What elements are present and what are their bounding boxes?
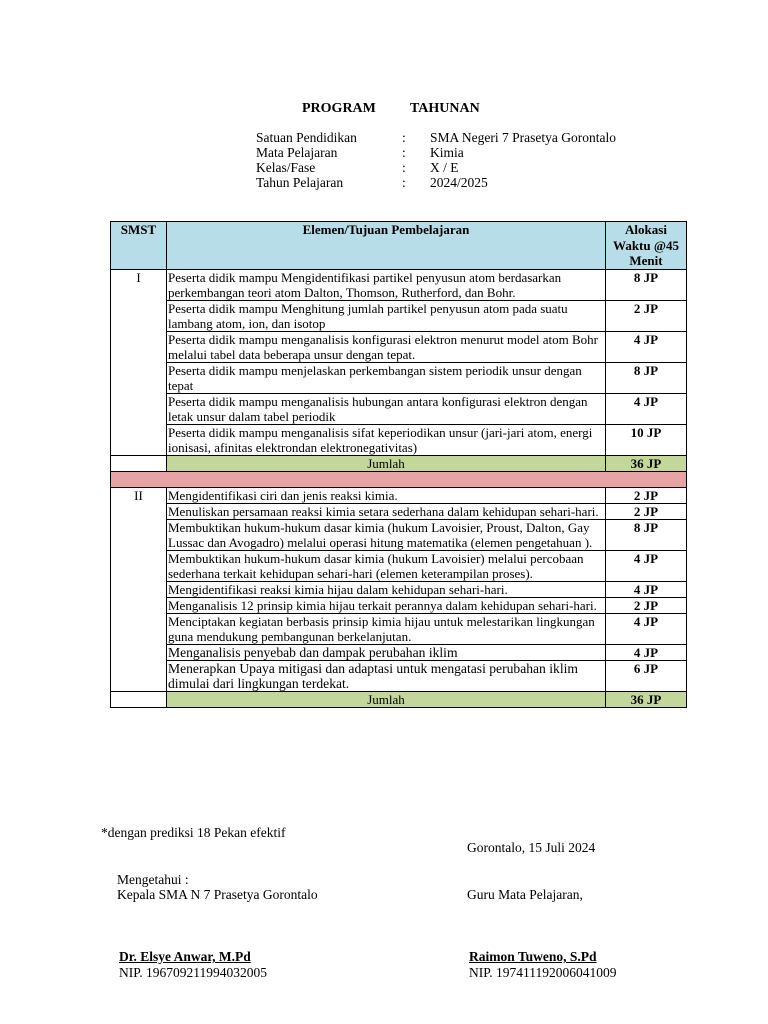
objective-text: Peserta didik mampu Mengidentifikasi partikel penyusun atom berdasarkan perkembangan teori atom Dalton, Thomson, Rutherford, dan Bohr.	[167, 269, 606, 300]
jp-value: 2 JP	[606, 487, 687, 503]
footnote: *dengan prediksi 18 Pekan efektif	[101, 825, 286, 840]
jp-value: 2 JP	[606, 597, 687, 613]
objective-text: Peserta didik mampu menganalisis sifat keperiodikan unsur (jari-jari atom, energi ionisasi, afinitas elektrondan elektronegativitas)	[167, 424, 606, 455]
info-label: Mata Pelajaran	[256, 145, 338, 160]
info-colon: :	[402, 145, 406, 160]
table-row	[111, 362, 687, 393]
principal-nip: NIP. 196709211994032005	[119, 965, 268, 980]
table-row	[111, 300, 687, 331]
table-header-row	[111, 222, 687, 270]
title-word-tahunan: TAHUNAN	[410, 101, 480, 116]
info-row	[256, 145, 676, 160]
jp-value: 8 JP	[606, 362, 687, 393]
acknowledged-label: Mengetahui :	[117, 872, 189, 887]
objective-text: Mengidentifikasi reaksi kimia hijau dalam kehidupan sehari-hari.	[167, 581, 606, 597]
title-word-program: PROGRAM	[302, 101, 376, 116]
objective-text: Menciptakan kegiatan berbasis prinsip kimia hijau untuk melestarikan lingkungan guna mendukung pembangunan berkelanjutan.	[167, 613, 606, 644]
header-smst: SMST	[111, 222, 167, 270]
empty-cell	[111, 691, 167, 707]
table-row	[111, 269, 687, 300]
table-row	[111, 393, 687, 424]
objective-text: Menganalisis 12 prinsip kimia hijau terkait perannya dalam kehidupan sehari-hari.	[167, 597, 606, 613]
info-row	[256, 160, 676, 175]
objective-text: Menganalisis penyebab dan dampak perubahan iklim	[167, 644, 606, 660]
info-label: Satuan Pendidikan	[256, 130, 357, 145]
objective-text: Membuktikan hukum-hukum dasar kimia (hukum Lavoisier, Proust, Dalton, Gay Lussac dan Avogadro) melalui operasi hitung matematika (elemen pengetahuan ).	[167, 519, 606, 550]
table-row	[111, 597, 687, 613]
header-elemen: Elemen/Tujuan Pembelajaran	[167, 222, 606, 270]
jp-value: 4 JP	[606, 393, 687, 424]
info-row	[256, 130, 676, 145]
jp-value: 6 JP	[606, 660, 687, 691]
table-row	[111, 550, 687, 581]
info-colon: :	[402, 130, 406, 145]
jp-value: 2 JP	[606, 300, 687, 331]
jp-value: 4 JP	[606, 644, 687, 660]
table-row	[111, 660, 687, 691]
total-row	[111, 455, 687, 471]
separator-cell	[111, 471, 687, 487]
objective-text: Peserta didik mampu Menghitung jumlah partikel penyusun atom pada suatu lambang atom, ion, dan isotop	[167, 300, 606, 331]
table-row	[111, 424, 687, 455]
info-colon: :	[402, 175, 406, 190]
teacher-nip: NIP. 197411192006041009	[469, 965, 617, 980]
objective-text: Peserta didik mampu menganalisis hubungan antara konfigurasi elektron dengan letak unsur dalam tabel periodik	[167, 393, 606, 424]
teacher-title: Guru Mata Pelajaran,	[467, 887, 583, 902]
jp-value: 8 JP	[606, 269, 687, 300]
objective-text: Peserta didik mampu menjelaskan perkembangan sistem periodik unsur dengan tepat	[167, 362, 606, 393]
total-label: Jumlah	[167, 455, 606, 471]
jp-value: 8 JP	[606, 519, 687, 550]
info-colon: :	[402, 160, 406, 175]
semester-separator	[111, 471, 687, 487]
objective-text: Membuktikan hukum-hukum dasar kimia (hukum Lavoisier) melalui percobaan sederhana terkait kehidupan sehari-hari (elemen keterampilan proses).	[167, 550, 606, 581]
objective-text: Menerapkan Upaya mitigasi dan adaptasi untuk mengatasi perubahan iklim dimulai dari lingkungan terdekat.	[167, 660, 606, 691]
info-row	[256, 175, 676, 190]
identity-info	[256, 130, 676, 190]
program-table	[110, 221, 687, 708]
objective-text: Menuliskan persamaan reaksi kimia setara sederhana dalam kehidupan sehari-hari.	[167, 503, 606, 519]
principal-name: Dr. Elsye Anwar, M.Pd	[119, 949, 251, 964]
table-row	[111, 581, 687, 597]
table-row	[111, 503, 687, 519]
principal-title: Kepala SMA N 7 Prasetya Gorontalo	[117, 887, 318, 902]
jp-value: 4 JP	[606, 331, 687, 362]
total-value: 36 JP	[606, 691, 687, 707]
info-value: SMA Negeri 7 Prasetya Gorontalo	[430, 130, 616, 145]
teacher-name: Raimon Tuweno, S.Pd	[469, 949, 597, 964]
info-value: Kimia	[430, 145, 464, 160]
table-row	[111, 613, 687, 644]
total-row	[111, 691, 687, 707]
jp-value: 2 JP	[606, 503, 687, 519]
objective-text: Peserta didik mampu menganalisis konfigurasi elektron menurut model atom Bohr melalui tabel data beberapa unsur dengan tepat.	[167, 331, 606, 362]
table-row	[111, 487, 687, 503]
objective-text: Mengidentifikasi ciri dan jenis reaksi kimia.	[167, 487, 606, 503]
semester-label: I	[111, 269, 167, 455]
table-row	[111, 331, 687, 362]
total-value: 36 JP	[606, 455, 687, 471]
empty-cell	[111, 455, 167, 471]
table-row	[111, 519, 687, 550]
jp-value: 4 JP	[606, 613, 687, 644]
total-label: Jumlah	[167, 691, 606, 707]
info-label: Tahun Pelajaran	[256, 175, 344, 190]
jp-value: 4 JP	[606, 581, 687, 597]
header-alokasi: Alokasi Waktu @45 Menit	[606, 222, 687, 270]
table-row	[111, 644, 687, 660]
info-value: 2024/2025	[430, 175, 488, 190]
info-value: X / E	[430, 160, 459, 175]
jp-value: 10 JP	[606, 424, 687, 455]
place-date: Gorontalo, 15 Juli 2024	[467, 840, 596, 855]
info-label: Kelas/Fase	[256, 160, 316, 175]
semester-label: II	[111, 487, 167, 691]
jp-value: 4 JP	[606, 550, 687, 581]
